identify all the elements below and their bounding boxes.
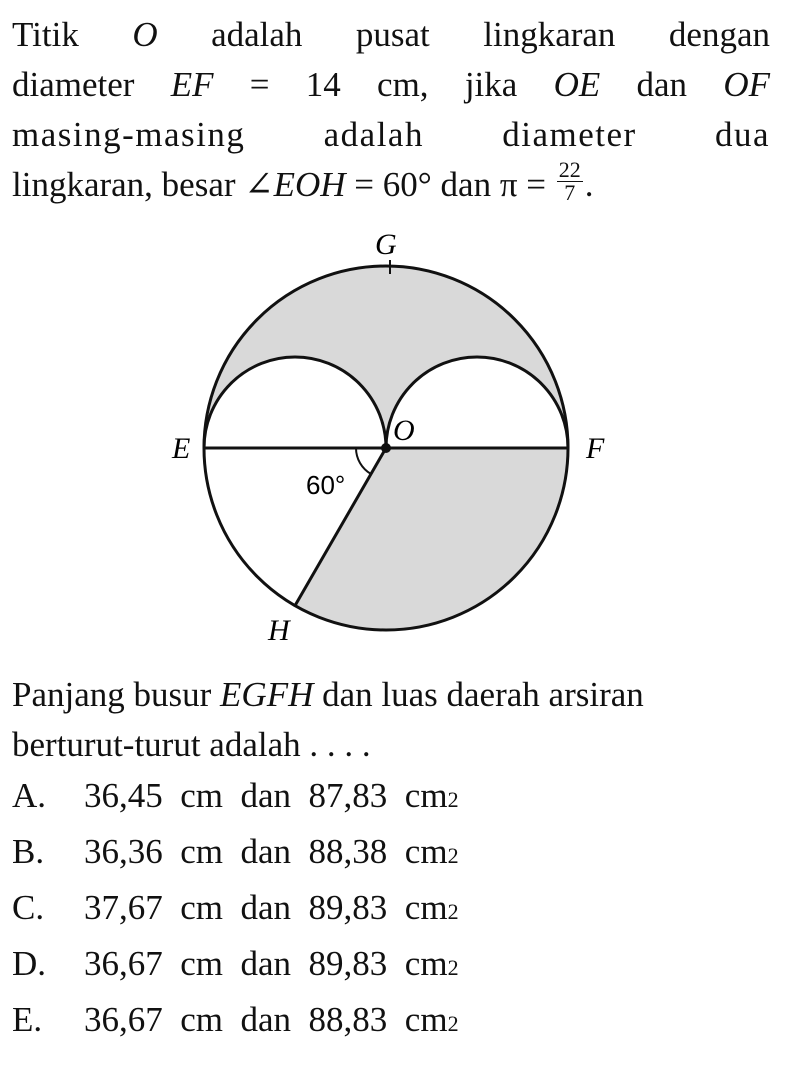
option-unit-exponent: 2 (447, 899, 459, 924)
answer-options (12, 776, 772, 1056)
option-text: 37,67 cm dan 89,83 cm (84, 888, 448, 927)
option-d[interactable] (12, 944, 772, 1000)
option-unit-exponent: 2 (447, 843, 459, 868)
label-e: E (172, 432, 191, 465)
problem-line-3: masing-masing adalah diameter dua (12, 115, 770, 154)
question-line-2: berturut-turut adalah . . . . (12, 725, 371, 764)
option-text: 36,67 cm dan 89,83 cm (84, 944, 448, 983)
option-letter: B. (12, 832, 45, 871)
option-letter: D. (12, 944, 47, 983)
option-text: 36,67 cm dan 88,83 cm (84, 1000, 448, 1039)
option-text: 36,45 cm dan 87,83 cm (84, 776, 448, 815)
option-letter: E. (12, 1000, 43, 1039)
problem-line-4: lingkaran, besar ∠EOH = 60° dan π = $\frac{22}{7}$ . (12, 157, 594, 206)
label-g: G (375, 228, 397, 261)
center-point-o (381, 443, 391, 453)
pi-denominator: 7 (564, 180, 576, 206)
question-line-1: Panjang busur EGFH dan luas daerah arsiran (12, 675, 644, 714)
option-e[interactable] (12, 1000, 772, 1056)
angle-label: 60° (306, 470, 346, 500)
option-b[interactable] (12, 832, 772, 888)
option-unit-exponent: 2 (447, 787, 459, 812)
angle-arc (356, 448, 371, 474)
option-unit-exponent: 2 (447, 955, 459, 980)
label-f: F (586, 432, 605, 465)
problem-line-1: Titik O adalah pusat lingkaran dengan (12, 15, 770, 54)
option-letter: A. (12, 776, 47, 815)
option-a[interactable] (12, 776, 772, 832)
problem-line-2: diameter EF = 14 cm, jika OE dan OF (12, 65, 770, 104)
label-o: O (393, 414, 415, 447)
upper-shaded-region (204, 266, 568, 448)
option-letter: C. (12, 888, 45, 927)
option-c[interactable] (12, 888, 772, 944)
label-h: H (268, 614, 290, 647)
option-unit-exponent: 2 (447, 1011, 459, 1036)
option-text: 36,36 cm dan 88,38 cm (84, 832, 448, 871)
question-text (12, 670, 772, 770)
pi-numerator: 22 (558, 157, 581, 183)
